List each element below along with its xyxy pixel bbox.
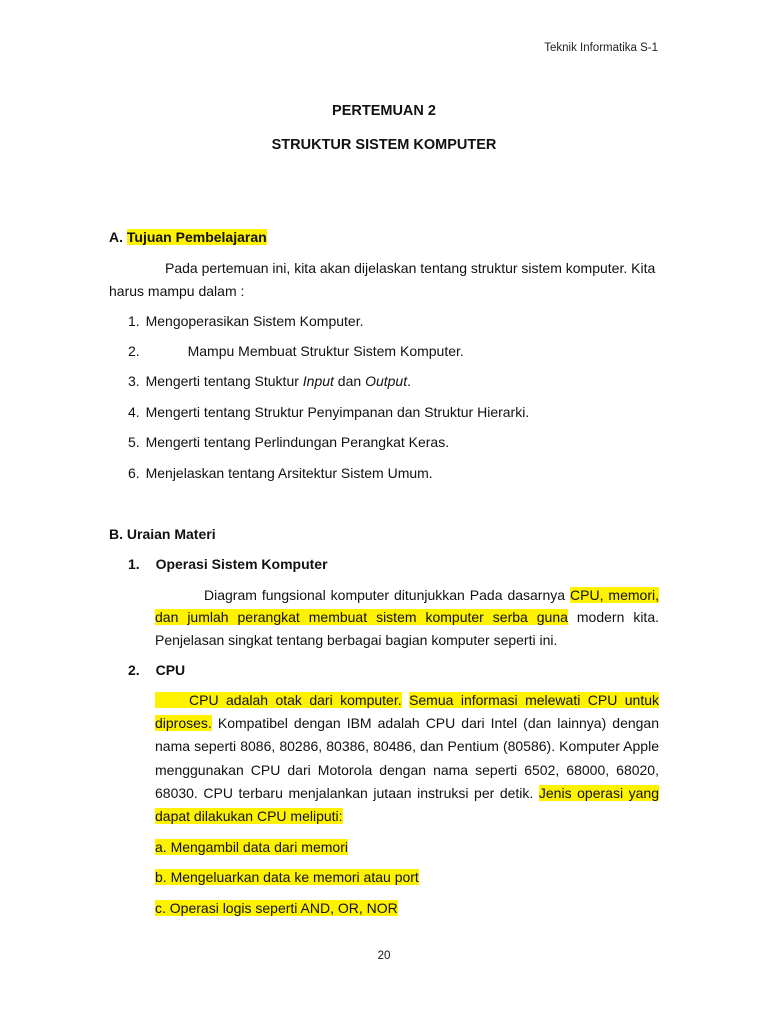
sub2-line-4: menggunakan CPU dari Motorola dengan nama seperti 6502, 68000, 68020, (155, 762, 659, 778)
list-text: Mengerti tentang Perlindungan Perangkat Keras. (145, 434, 450, 450)
intro-line-1: Pada pertemuan ini, kita akan dijelaskan tentang struktur sistem komputer. Kita (165, 260, 656, 276)
list-item (128, 313, 363, 329)
list-text: Mampu Membuat Struktur Sistem Komputer. (187, 343, 464, 359)
subsection-1-heading: 1. Operasi Sistem Komputer (128, 556, 328, 572)
sub2-line-3: nama seperti 8086, 80286, 80386, 80486, dan Pentium (80586). Komputer Apple (155, 738, 659, 754)
sub1-line-2: dan jumlah perangkat membuat sistem komputer serba guna modern kita. (155, 609, 659, 625)
list-number: 3. (128, 373, 140, 389)
topic-title: STRUKTUR SISTEM KOMPUTER (271, 137, 497, 153)
list-number: 2. (128, 343, 140, 359)
sub1-line-1: Diagram fungsional komputer ditunjukkan Pada dasarnya CPU, memori, (204, 587, 659, 603)
list-text: Mengoperasikan Sistem Komputer. (145, 313, 364, 329)
section-a-title: Tujuan Pembelajaran (126, 229, 267, 245)
list-item (128, 343, 464, 359)
list-text: Menjelaskan tentang Arsitektur Sistem Umum. (145, 465, 433, 481)
sub2-line-6: dapat dilakukan CPU meliputi: (155, 808, 343, 824)
meeting-title: PERTEMUAN 2 (332, 103, 436, 119)
running-header: Teknik Informatika S-1 (544, 42, 658, 54)
section-a-heading (109, 229, 267, 245)
list-number: 6. (128, 465, 140, 481)
subsection-2-heading: 2. CPU (128, 662, 186, 678)
section-b-heading: B. Uraian Materi (109, 526, 216, 542)
intro-line-2: harus mampu dalam : (109, 283, 245, 299)
list-number: 4. (128, 404, 140, 420)
list-number: 1. (128, 313, 140, 329)
sub2-line-1: CPU adalah otak dari komputer. Semua informasi melewati CPU untuk (155, 692, 659, 708)
list-item (128, 373, 411, 389)
list-item (128, 434, 449, 450)
list-text: Mengerti tentang Stuktur Input dan Output. (145, 373, 411, 389)
section-a-letter: A. (109, 229, 123, 245)
list-text: Mengerti tentang Struktur Penyimpanan dan Struktur Hierarki. (145, 404, 530, 420)
list-item (128, 465, 433, 481)
list-item (128, 404, 529, 420)
operation-item: b. Mengeluarkan data ke memori atau port (155, 869, 419, 885)
list-number: 5. (128, 434, 140, 450)
operation-item: c. Operasi logis seperti AND, OR, NOR (155, 900, 398, 916)
sub1-line-3: Penjelasan singkat tentang berbagai bagian komputer seperti ini. (155, 632, 558, 648)
sub2-line-5: 68030. CPU terbaru menjalankan jutaan instruksi per detik. Jenis operasi yang (155, 785, 659, 801)
operation-item: a. Mengambil data dari memori (155, 839, 348, 855)
sub2-line-2: diproses. Kompatibel dengan IBM adalah CPU dari Intel (dan lainnya) dengan (155, 715, 660, 731)
page-number: 20 (377, 950, 391, 962)
